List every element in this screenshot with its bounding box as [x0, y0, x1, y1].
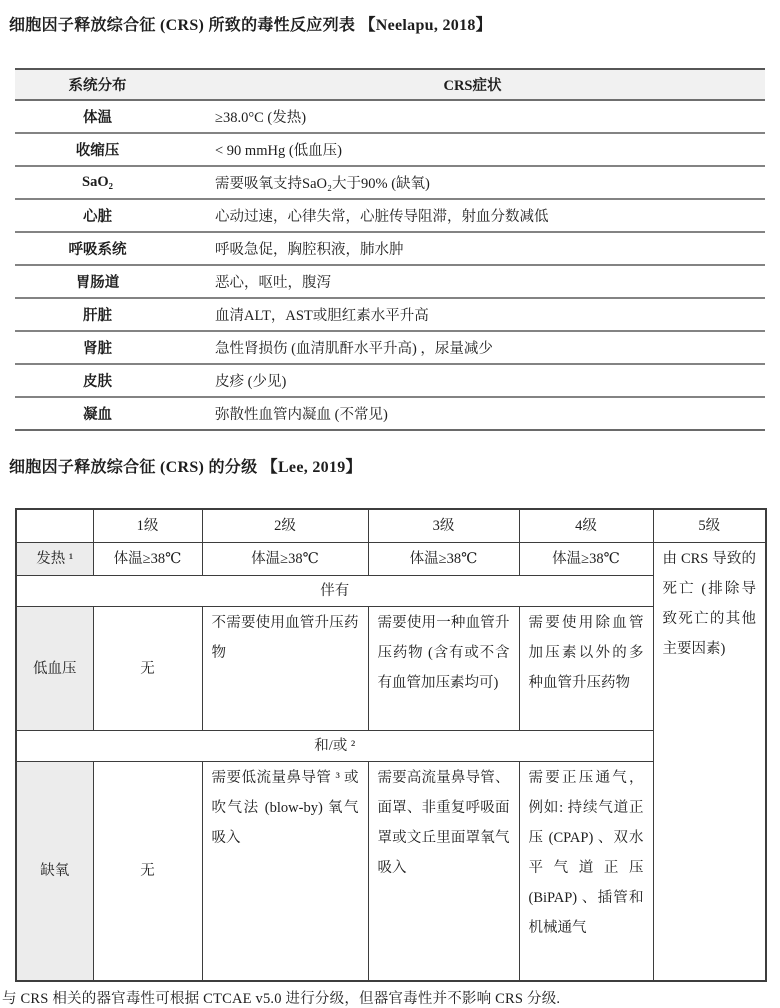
ctcae-footnote: 与 CRS 相关的器官毒性可根据 CTCAE v5.0 进行分级，但器官毒性并不影响 CRS 分级. [2, 990, 561, 1007]
fever-grade4-cell: 体温≥38℃ [519, 543, 653, 576]
symptom-cell: 呼吸急促，胸腔积液，肺水肿 [180, 232, 765, 265]
crs-grading-table [15, 508, 767, 982]
system-cell: 心脏 [15, 199, 180, 232]
with-spanner-cell: 伴有 [16, 576, 653, 607]
system-cell: 凝血 [15, 397, 180, 430]
grade-header-3: 3级 [368, 509, 519, 543]
table-row [15, 199, 765, 232]
table-row [15, 397, 765, 430]
andor-spanner-cell: 和/或 ² [16, 731, 653, 762]
toxicity-table-title: 细胞因子释放综合征 (CRS) 所致的毒性反应列表 【Neelapu, 2018】 [9, 17, 492, 34]
hypotension-label-cell: 低血压 [16, 607, 93, 731]
fever-row [16, 543, 766, 576]
symptom-cell: 急性肾损伤 (血清肌酐水平升高) ，尿量减少 [180, 331, 765, 364]
hypotension-grade4-cell: 需要使用除血管加压素以外的多种血管升压药物 [519, 607, 653, 731]
grade-header-blank [16, 509, 93, 543]
hypoxia-grade4-cell: 需要正压通气，例如: 持续气道正压 (CPAP) 、双水平气道正压 (BiPAP) 、插管和机械通气 [519, 762, 653, 981]
system-cell: 呼吸系统 [15, 232, 180, 265]
column-header-symptom: CRS症状 [180, 69, 765, 100]
grade5-death-cell: 由 CRS 导致的死亡 (排除导致死亡的其他主要因素) [653, 543, 766, 981]
system-cell: 肾脏 [15, 331, 180, 364]
grading-table-title: 细胞因子释放综合征 (CRS) 的分级 【Lee, 2019】 [9, 459, 362, 476]
table-row [15, 232, 765, 265]
hypoxia-grade3-cell: 需要高流量鼻导管、面罩、非重复呼吸面罩或文丘里面罩氧气吸入 [368, 762, 519, 981]
table-row [15, 331, 765, 364]
toxicity-header-row [15, 69, 765, 100]
symptom-cell: 弥散性血管内凝血 (不常见) [180, 397, 765, 430]
hypoxia-grade2-cell: 需要低流量鼻导管 ³ 或吹气法 (blow-by) 氧气吸入 [202, 762, 368, 981]
symptom-cell: ≥38.0°C (发热) [180, 100, 765, 133]
system-cell: 胃肠道 [15, 265, 180, 298]
table-row [15, 265, 765, 298]
symptom-cell: < 90 mmHg (低血压) [180, 133, 765, 166]
symptom-cell: 血清ALT，AST或胆红素水平升高 [180, 298, 765, 331]
table-row [15, 364, 765, 397]
hypotension-grade1-cell: 无 [93, 607, 202, 731]
grading-header-row [16, 509, 766, 543]
table-row [15, 298, 765, 331]
fever-grade2-cell: 体温≥38℃ [202, 543, 368, 576]
symptom-cell: 需要吸氧支持SaO₂大于90% (缺氧) [180, 166, 765, 199]
hypoxia-grade1-cell: 无 [93, 762, 202, 981]
symptom-cell: 心动过速，心律失常，心脏传导阻滞，射血分数减低 [180, 199, 765, 232]
system-cell: 体温 [15, 100, 180, 133]
table-row [15, 166, 765, 199]
symptom-cell: 恶心，呕吐，腹泻 [180, 265, 765, 298]
table-row [15, 133, 765, 166]
system-cell: 肝脏 [15, 298, 180, 331]
symptom-cell: 皮疹 (少见) [180, 364, 765, 397]
system-cell: 皮肤 [15, 364, 180, 397]
fever-grade3-cell: 体温≥38℃ [368, 543, 519, 576]
grade-header-2: 2级 [202, 509, 368, 543]
column-header-system: 系统分布 [15, 69, 180, 100]
hypotension-grade3-cell: 需要使用一种血管升压药物 (含有或不含有血管加压素均可) [368, 607, 519, 731]
table-row [15, 100, 765, 133]
fever-grade1-cell: 体温≥38℃ [93, 543, 202, 576]
grade-header-4: 4级 [519, 509, 653, 543]
grade-header-5: 5级 [653, 509, 766, 543]
hypotension-grade2-cell: 不需要使用血管升压药物 [202, 607, 368, 731]
fever-label-cell: 发热 ¹ [16, 543, 93, 576]
system-cell: SaO₂ [15, 166, 180, 199]
crs-toxicity-table [15, 68, 765, 431]
grade-header-1: 1级 [93, 509, 202, 543]
hypoxia-label-cell: 缺氧 [16, 762, 93, 981]
system-cell: 收缩压 [15, 133, 180, 166]
